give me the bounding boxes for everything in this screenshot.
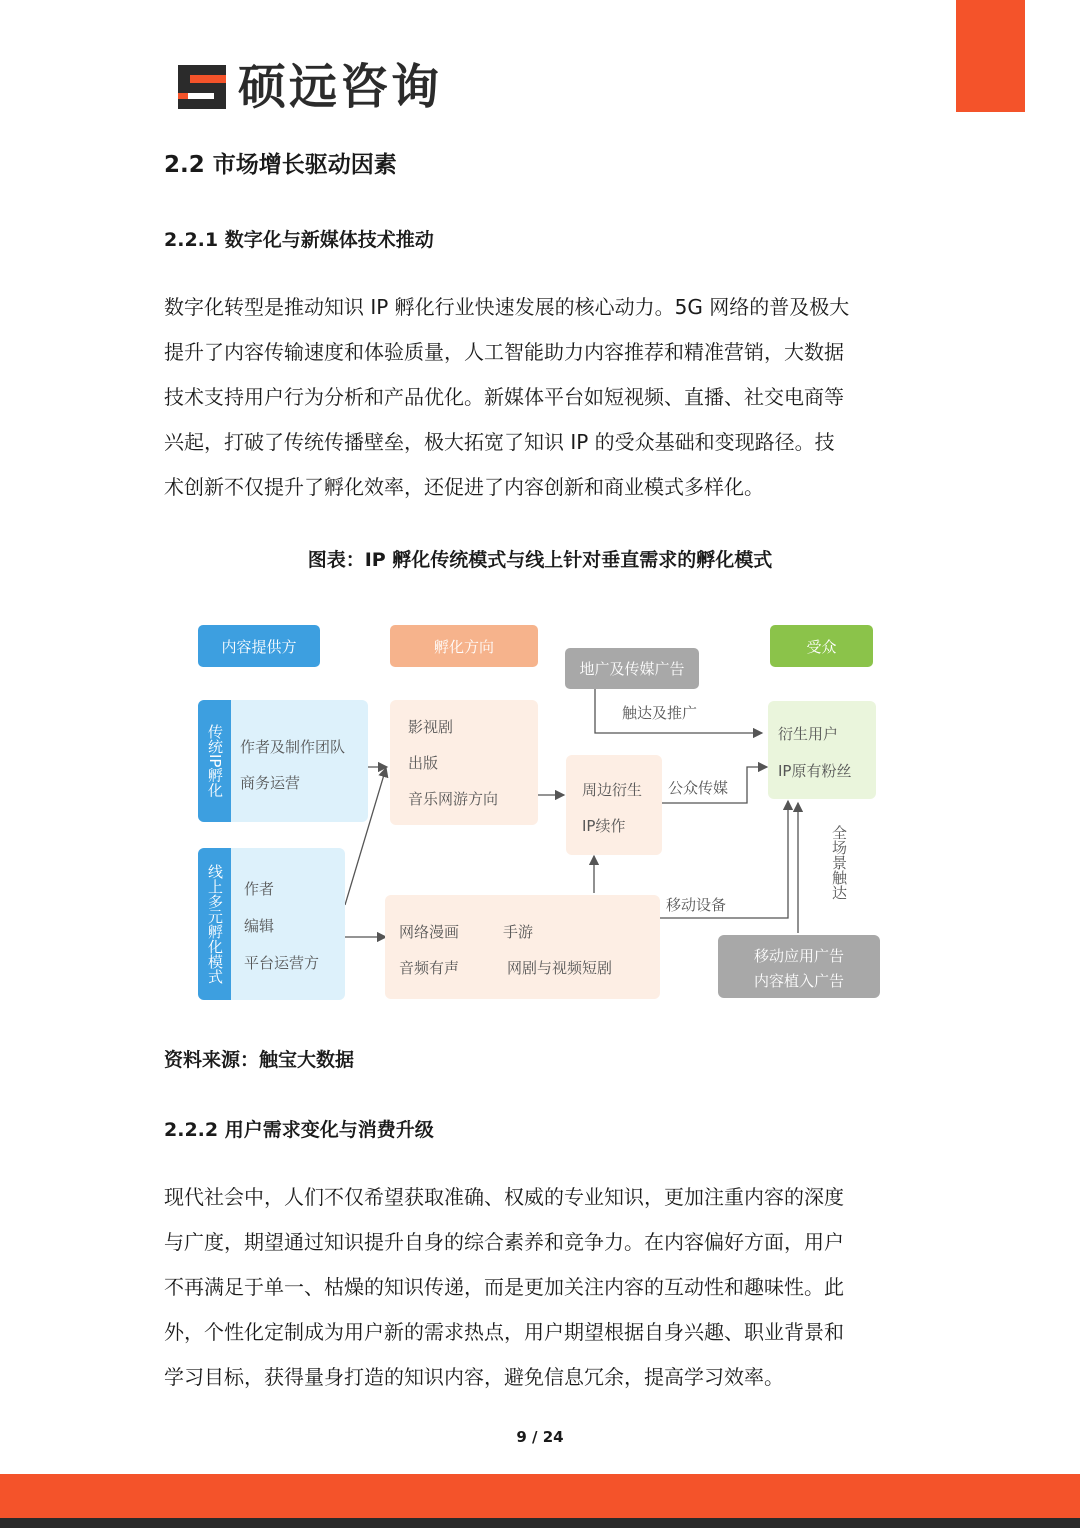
section-heading: 2.2 市场增长驱动因素 xyxy=(164,152,397,178)
online-direction-item: 网络漫画 xyxy=(399,923,460,941)
online-direction-item: 手游 xyxy=(503,923,534,941)
traditional-directions-box xyxy=(390,700,538,825)
paragraph-line: 不再满足于单一、枯燥的知识传递，而是更加关注内容的互动性和趣味性。此 xyxy=(164,1275,844,1299)
traditional-ip-box xyxy=(198,700,368,822)
online-item: 平台运营方 xyxy=(244,954,320,972)
header-audience: 受众 xyxy=(770,625,873,667)
audience-item: 衍生用户 xyxy=(778,725,839,743)
online-direction-item: 音频有声 xyxy=(399,959,460,977)
online-item: 作者 xyxy=(244,880,275,898)
paragraph-line: 技术支持用户行为分析和产品优化。新媒体平台如短视频、直播、社交电商等 xyxy=(164,385,844,409)
paragraph-line: 学习目标，获得量身打造的知识内容，避免信息冗余，提高学习效率。 xyxy=(164,1365,784,1389)
paragraph-1 xyxy=(164,285,934,510)
footer-dark-strip xyxy=(0,1518,1080,1528)
traditional-item: 作者及制作团队 xyxy=(240,738,346,756)
label-full-scene-reach: 全场景触达 xyxy=(830,825,848,900)
brand-mark-icon xyxy=(176,61,228,113)
header-traditional-ads: 地广及传媒广告 xyxy=(565,648,699,689)
mobile-ad-item: 移动应用广告 xyxy=(753,947,844,965)
direction-item: 出版 xyxy=(408,754,439,772)
ip-incubation-diagram xyxy=(190,615,890,1015)
page-number: 9 / 24 xyxy=(516,1428,564,1446)
footer-accent-bar xyxy=(0,1474,1080,1518)
online-item: 编辑 xyxy=(244,917,275,935)
derivative-item: 周边衍生 xyxy=(582,781,643,799)
online-mode-label: 线上多元孵化模式 xyxy=(198,848,231,1000)
label-mobile-device: 移动设备 xyxy=(666,896,727,914)
online-direction-item: 网剧与视频短剧 xyxy=(507,959,613,977)
paragraph-line: 兴起，打破了传统传播壁垒，极大拓宽了知识 IP 的受众基础和变现路径。技 xyxy=(164,430,835,454)
derivative-item: IP续作 xyxy=(582,817,626,835)
traditional-item: 商务运营 xyxy=(240,774,301,792)
online-mode-box xyxy=(198,848,345,1000)
paragraph-line: 外，个性化定制成为用户新的需求热点，用户期望根据自身兴趣、职业背景和 xyxy=(164,1320,844,1344)
label-reach-promotion: 触达及推广 xyxy=(622,704,698,722)
subsection-heading-1: 2.2.1 数字化与新媒体技术推动 xyxy=(164,229,434,251)
paragraph-line: 现代社会中，人们不仅希望获取准确、权威的专业知识，更加注重内容的深度 xyxy=(164,1185,844,1209)
corner-accent-tab xyxy=(956,0,1025,112)
audience-box xyxy=(768,701,876,799)
label-public-media: 公众传媒 xyxy=(668,779,729,797)
traditional-ip-label: 传统IP孵化 xyxy=(198,700,231,822)
subsection-heading-2: 2.2.2 用户需求变化与消费升级 xyxy=(164,1119,434,1141)
figure-source: 资料来源：触宝大数据 xyxy=(164,1049,355,1071)
audience-item: IP原有粉丝 xyxy=(778,762,852,780)
direction-item: 音乐网游方向 xyxy=(408,790,499,808)
paragraph-line: 提升了内容传输速度和体验质量，人工智能助力内容推荐和精准营销，大数据 xyxy=(164,340,844,364)
brand-logo xyxy=(176,58,442,116)
mobile-ads-box xyxy=(718,935,880,998)
header-content-provider: 内容提供方 xyxy=(198,625,320,667)
figure-title: 图表：IP 孵化传统模式与线上针对垂直需求的孵化模式 xyxy=(307,549,773,571)
brand-name: 硕远咨询 xyxy=(238,59,443,115)
derivative-box xyxy=(566,755,662,855)
paragraph-line: 术创新不仅提升了孵化效率，还促进了内容创新和商业模式多样化。 xyxy=(164,475,764,499)
paragraph-2 xyxy=(164,1175,934,1400)
mobile-ad-item: 内容植入广告 xyxy=(753,972,844,990)
paragraph-line: 数字化转型是推动知识 IP 孵化行业快速发展的核心动力。5G 网络的普及极大 xyxy=(164,295,850,319)
online-directions-box xyxy=(385,895,660,999)
paragraph-line: 与广度，期望通过知识提升自身的综合素养和竞争力。在内容偏好方面，用户 xyxy=(164,1230,844,1254)
direction-item: 影视剧 xyxy=(408,718,454,736)
header-incubation-direction: 孵化方向 xyxy=(390,625,538,667)
